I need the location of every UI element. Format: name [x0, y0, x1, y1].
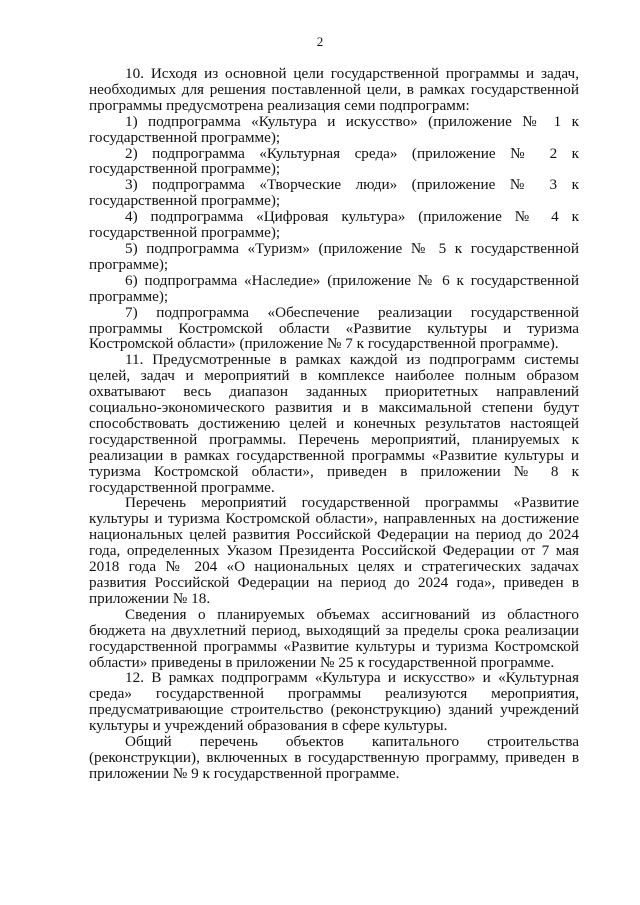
paragraph-budget-info: Сведения о планируемых объемах ассигнований из областного бюджета на двухлетний период, выходящий за пределы срока реализации государственной программы «Развитие культуры и туризма Костромской области» приведены в приложении № 25 к государственной программе. [89, 605, 579, 671]
paragraph-12: 12. В рамках подпрограмм «Культура и искусство» и «Культурная среда» государственной программы реализуются мероприятия, предусматривающие строительство (реконструкцию) зданий учреждений культуры и учреждений образования в сфере культуры. [89, 669, 579, 735]
paragraph-activities-list: Перечень мероприятий государственной программы «Развитие культуры и туризма Костромской области», направленных на достижение национальных целей развития Российской Федерации на период до 2024 года, определенных Указом Президента Российской Федерации от 7 мая 2018 года № 204 «О национальных целях и стратегических задачах развития Российской Федерации на период до 2024 года», приведен в приложении № 18. [89, 494, 579, 607]
page-number: 2 [316, 34, 324, 49]
subprogram-item-4: 4) подпрограмма «Цифровая культура» (приложение № 4 к государственной программе); [89, 208, 579, 242]
paragraph-11: 11. Предусмотренные в рамках каждой из подпрограмм системы целей, задач и мероприятий в комплексе наиболее полным образом охватывают весь диапазон заданных приоритетных направлений социально-экономического развития и в максимальной степени будут способствовать достижению целей и конечных результатов настоящей государственной программы. Перечень мероприятий, планируемых к реализации в рамках государственной программы «Развитие культуры и туризма Костромской области», приведен в приложении № 8 к государственной программе. [89, 351, 579, 496]
subprogram-item-3: 3) подпрограмма «Творческие люди» (приложение № 3 к государственной программе); [89, 176, 579, 210]
subprogram-item-1: 1) подпрограмма «Культура и искусство» (приложение № 1 к государственной программе); [89, 112, 579, 146]
subprogram-item-7: 7) подпрограмма «Обеспечение реализации государственной программы Костромской области «Развитие культуры и туризма Костромской области» (приложение № 7 к государственной программе). [89, 303, 579, 353]
subprogram-item-6: 6) подпрограмма «Наследие» (приложение № 6 к государственной программе); [89, 271, 579, 305]
document-body [89, 66, 579, 782]
paragraph-10-intro: 10. Исходя из основной цели государственной программы и задач, необходимых для решения поставленной цели, в рамках государственной программы предусмотрена реализация семи подпрограмм: [89, 65, 579, 114]
subprogram-item-5: 5) подпрограмма «Туризм» (приложение № 5 к государственной программе); [89, 239, 579, 273]
paragraph-capital-construction: Общий перечень объектов капитального строительства (реконструкции), включенных в государственную программу, приведен в приложении № 9 к государственной программе. [89, 733, 579, 782]
subprogram-item-2: 2) подпрограмма «Культурная среда» (приложение № 2 к государственной программе); [89, 144, 579, 178]
